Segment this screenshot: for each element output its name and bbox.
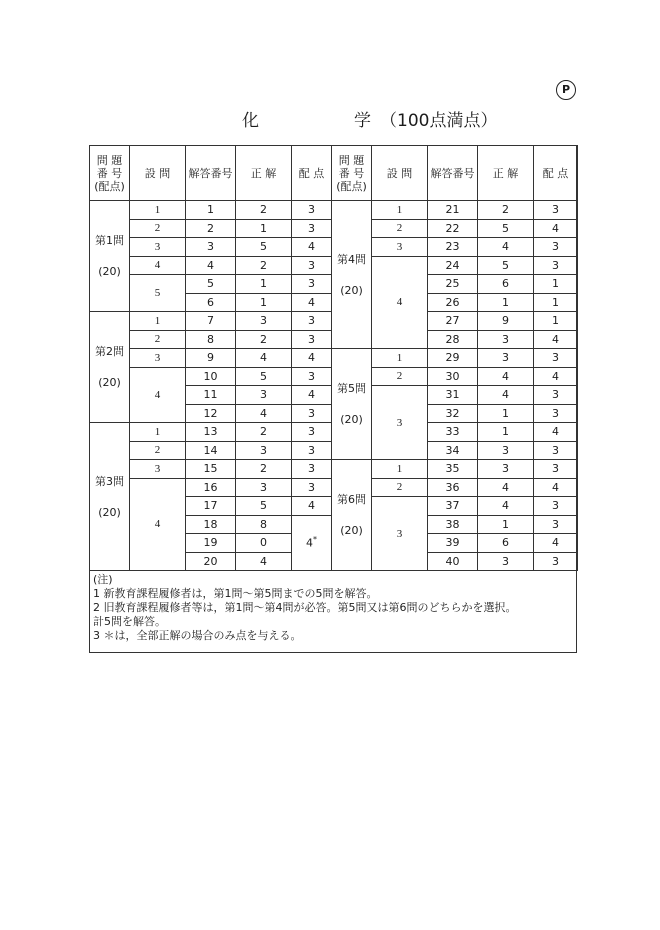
correct-answer-cell: 5 [478, 219, 534, 238]
correct-answer-cell: 3 [236, 478, 292, 497]
points-cell: 3 [534, 256, 578, 275]
points-cell: 4 [534, 478, 578, 497]
table-row [90, 349, 578, 368]
question-cell: 1 [372, 349, 428, 368]
question-cell: 4 [130, 256, 186, 275]
correct-answer-cell: 3 [478, 441, 534, 460]
section-cell: 第1問 (20) [90, 201, 130, 312]
correct-answer-cell: 3 [478, 330, 534, 349]
answer-number-cell: 38 [428, 515, 478, 534]
correct-answer-cell: 5 [236, 367, 292, 386]
points-cell: 3 [292, 219, 332, 238]
answer-number-cell: 28 [428, 330, 478, 349]
answer-number-cell: 15 [186, 460, 236, 479]
points-cell: 3 [292, 256, 332, 275]
correct-answer-cell: 1 [478, 404, 534, 423]
correct-answer-cell: 3 [236, 386, 292, 405]
header-points: 配 点 [534, 146, 578, 201]
correct-answer-cell: 1 [236, 275, 292, 294]
points-cell: 4 [292, 293, 332, 312]
header-correct: 正 解 [236, 146, 292, 201]
section-cell: 第3問 (20) [90, 423, 130, 571]
answer-number-cell: 39 [428, 534, 478, 553]
correct-answer-cell: 2 [236, 460, 292, 479]
points-cell: 4 [534, 534, 578, 553]
question-cell: 1 [372, 201, 428, 220]
note-line: 計5問を解答。 [93, 615, 166, 628]
points-cell: 3 [534, 386, 578, 405]
points-cell: 3 [292, 460, 332, 479]
correct-answer-cell: 1 [236, 293, 292, 312]
points-cell: 3 [534, 552, 578, 571]
correct-answer-cell: 6 [478, 275, 534, 294]
answer-number-cell: 35 [428, 460, 478, 479]
points-cell: 4 [534, 367, 578, 386]
correct-answer-cell: 4 [236, 552, 292, 571]
answer-number-cell: 18 [186, 515, 236, 534]
answer-number-cell: 5 [186, 275, 236, 294]
points-cell: 3 [534, 460, 578, 479]
answer-number-cell: 16 [186, 478, 236, 497]
correct-answer-cell: 1 [478, 293, 534, 312]
correct-answer-cell: 4 [236, 349, 292, 368]
header-points: 配 点 [292, 146, 332, 201]
points-cell-merged: 4* [292, 515, 332, 571]
points-cell: 1 [534, 293, 578, 312]
correct-answer-cell: 5 [236, 497, 292, 516]
correct-answer-cell: 4 [478, 478, 534, 497]
answer-number-cell: 20 [186, 552, 236, 571]
correct-answer-cell: 2 [236, 330, 292, 349]
answer-number-cell: 40 [428, 552, 478, 571]
p-mark: P [556, 80, 576, 100]
question-cell: 2 [130, 441, 186, 460]
table-row [90, 201, 578, 220]
question-cell: 2 [372, 478, 428, 497]
points-cell: 4 [534, 423, 578, 442]
answer-number-cell: 30 [428, 367, 478, 386]
points-cell: 3 [292, 441, 332, 460]
title-subject-part-2: 学 [354, 111, 371, 131]
section-cell: 第6問 (20) [332, 460, 372, 571]
section-cell: 第4問 (20) [332, 201, 372, 349]
title-subject-part-1: 化 [242, 111, 259, 131]
question-cell: 3 [130, 238, 186, 257]
header-answer-no: 解答番号 [186, 146, 236, 201]
note-line: 3 ＊は，全部正解の場合のみ点を与える。 [93, 629, 302, 642]
points-cell: 3 [292, 201, 332, 220]
answer-number-cell: 24 [428, 256, 478, 275]
question-cell: 2 [372, 367, 428, 386]
question-cell: 3 [130, 349, 186, 368]
question-cell: 3 [130, 460, 186, 479]
correct-answer-cell: 3 [478, 349, 534, 368]
points-cell: 3 [292, 404, 332, 423]
answer-number-cell: 29 [428, 349, 478, 368]
answer-number-cell: 10 [186, 367, 236, 386]
answer-number-cell: 33 [428, 423, 478, 442]
correct-answer-cell: 4 [478, 386, 534, 405]
correct-answer-cell: 1 [236, 219, 292, 238]
answer-number-cell: 34 [428, 441, 478, 460]
points-cell: 3 [292, 423, 332, 442]
correct-answer-cell: 4 [478, 238, 534, 257]
points-cell: 4 [292, 238, 332, 257]
points-cell: 4 [534, 330, 578, 349]
correct-answer-cell: 2 [236, 256, 292, 275]
answer-number-cell: 8 [186, 330, 236, 349]
title-full-marks: （100点満点） [380, 111, 498, 131]
question-cell: 3 [372, 386, 428, 460]
correct-answer-cell: 6 [478, 534, 534, 553]
header-section: 問 題 番 号 (配点) [90, 146, 130, 201]
correct-answer-cell: 1 [478, 423, 534, 442]
question-cell: 2 [372, 219, 428, 238]
question-cell: 2 [130, 219, 186, 238]
answer-number-cell: 6 [186, 293, 236, 312]
correct-answer-cell: 3 [478, 552, 534, 571]
answer-table [89, 145, 578, 571]
notes-heading: (注) [93, 573, 113, 586]
points-cell: 3 [534, 497, 578, 516]
answer-number-cell: 37 [428, 497, 478, 516]
answer-number-cell: 17 [186, 497, 236, 516]
answer-number-cell: 26 [428, 293, 478, 312]
question-cell: 4 [130, 367, 186, 423]
section-cell: 第2問 (20) [90, 312, 130, 423]
correct-answer-cell: 4 [236, 404, 292, 423]
correct-answer-cell: 2 [478, 201, 534, 220]
notes [93, 573, 573, 643]
correct-answer-cell: 2 [236, 201, 292, 220]
header-question: 設 問 [372, 146, 428, 201]
question-cell: 3 [372, 497, 428, 571]
answer-number-cell: 3 [186, 238, 236, 257]
answer-number-cell: 9 [186, 349, 236, 368]
points-cell: 3 [292, 275, 332, 294]
points-cell: 3 [534, 515, 578, 534]
points-cell: 4 [534, 219, 578, 238]
points-cell: 3 [534, 404, 578, 423]
header-correct: 正 解 [478, 146, 534, 201]
correct-answer-cell: 4 [478, 367, 534, 386]
answer-number-cell: 31 [428, 386, 478, 405]
header-section: 問 題 番 号 (配点) [332, 146, 372, 201]
header-row [90, 146, 578, 201]
answer-number-cell: 21 [428, 201, 478, 220]
correct-answer-cell: 2 [236, 423, 292, 442]
correct-answer-cell: 9 [478, 312, 534, 331]
correct-answer-cell: 5 [478, 256, 534, 275]
question-cell: 3 [372, 238, 428, 257]
correct-answer-cell: 3 [236, 312, 292, 331]
points-cell: 3 [534, 238, 578, 257]
answer-number-cell: 19 [186, 534, 236, 553]
question-cell: 4 [130, 478, 186, 571]
answer-number-cell: 32 [428, 404, 478, 423]
correct-answer-cell: 3 [236, 441, 292, 460]
table-row [90, 460, 578, 479]
correct-answer-cell: 4 [478, 497, 534, 516]
answer-number-cell: 23 [428, 238, 478, 257]
points-cell: 3 [292, 367, 332, 386]
points-cell: 3 [292, 478, 332, 497]
header-question: 設 問 [130, 146, 186, 201]
correct-answer-cell: 1 [478, 515, 534, 534]
points-cell: 3 [292, 312, 332, 331]
points-cell: 3 [534, 349, 578, 368]
points-cell: 4 [292, 386, 332, 405]
correct-answer-cell: 8 [236, 515, 292, 534]
points-cell: 3 [534, 441, 578, 460]
answer-number-cell: 1 [186, 201, 236, 220]
note-line: 2 旧教育課程履修者等は，第1問～第4問が必答。第5問又は第6問のどちらかを選択。 [93, 601, 517, 614]
correct-answer-cell: 5 [236, 238, 292, 257]
answer-number-cell: 12 [186, 404, 236, 423]
correct-answer-cell: 0 [236, 534, 292, 553]
header-answer-no: 解答番号 [428, 146, 478, 201]
answer-number-cell: 14 [186, 441, 236, 460]
points-cell: 4 [292, 497, 332, 516]
points-cell: 4 [292, 349, 332, 368]
answer-number-cell: 22 [428, 219, 478, 238]
question-cell: 5 [130, 275, 186, 312]
note-line: 1 新教育課程履修者は，第1問～第5問までの5問を解答。 [93, 587, 378, 600]
answer-number-cell: 25 [428, 275, 478, 294]
points-cell: 1 [534, 275, 578, 294]
answer-number-cell: 36 [428, 478, 478, 497]
answer-number-cell: 13 [186, 423, 236, 442]
section-cell: 第5問 (20) [332, 349, 372, 460]
answer-number-cell: 4 [186, 256, 236, 275]
question-cell: 2 [130, 330, 186, 349]
answer-number-cell: 2 [186, 219, 236, 238]
answer-number-cell: 11 [186, 386, 236, 405]
correct-answer-cell: 3 [478, 460, 534, 479]
points-cell: 1 [534, 312, 578, 331]
question-cell: 1 [130, 423, 186, 442]
points-cell: 3 [534, 201, 578, 220]
points-cell: 3 [292, 330, 332, 349]
question-cell: 1 [130, 201, 186, 220]
answer-number-cell: 7 [186, 312, 236, 331]
question-cell: 1 [372, 460, 428, 479]
question-cell: 4 [372, 256, 428, 349]
answer-number-cell: 27 [428, 312, 478, 331]
question-cell: 1 [130, 312, 186, 331]
